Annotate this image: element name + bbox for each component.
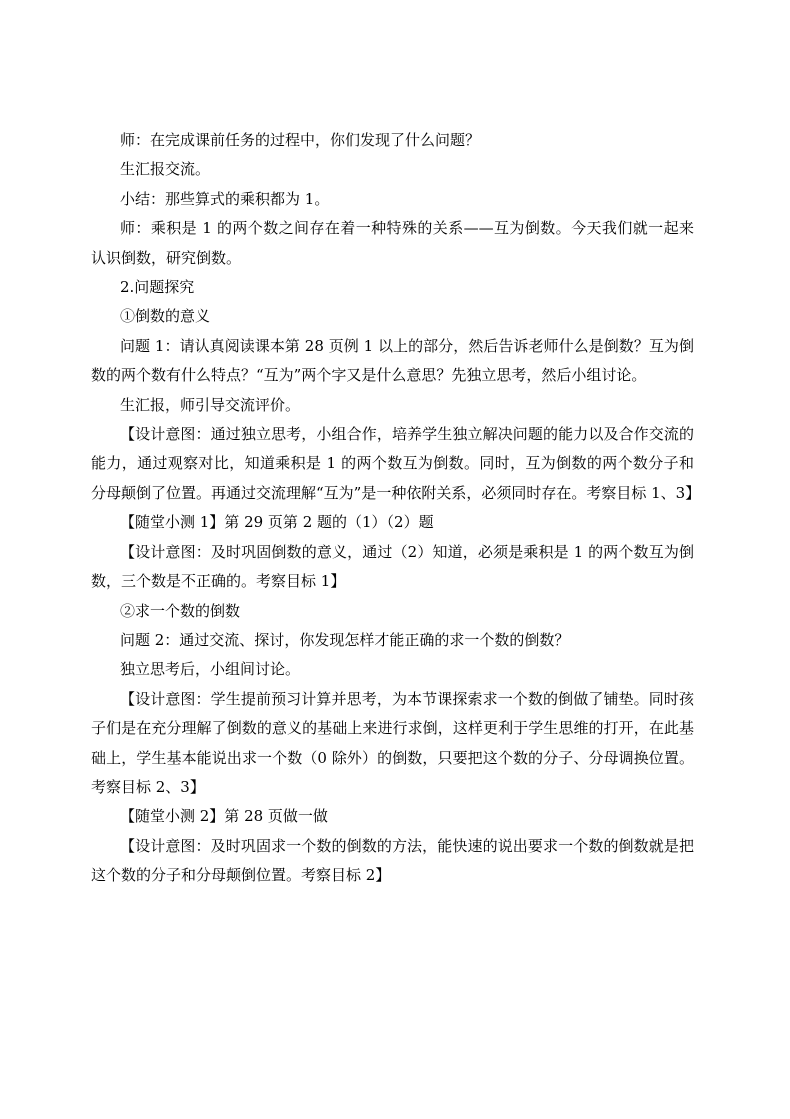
paragraph-quiz-1: 【随堂小测 1】第 29 页第 2 题的（1）（2）题 xyxy=(120,513,434,532)
subsection-heading-find-reciprocal: ②求一个数的倒数 xyxy=(120,601,241,620)
paragraph-group-discussion: 独立思考后，小组间讨论。 xyxy=(120,660,301,679)
paragraph-question-2: 问题 2：通过交流、探讨，你发现怎样才能正确的求一个数的倒数？ xyxy=(120,630,570,649)
paragraph-question-1: 问题 1：请认真阅读课本第 28 页例 1 以上的部分，然后告诉老师什么是倒数？互为倒数的两个数有什么特点？“互为”两个字又是什么意思？先独立思考，然后小组讨论。 xyxy=(91,336,694,385)
paragraph-student-report-2: 生汇报，师引导交流评价。 xyxy=(120,395,301,414)
paragraph-teacher-intro: 师：乘积是 1 的两个数之间存在着一种特殊的关系——互为倒数。今天我们就一起来认识倒数，研究倒数。 xyxy=(91,219,694,267)
section-heading-problem-inquiry: 2.问题探究 xyxy=(120,278,195,297)
paragraph-teacher-question: 师：在完成课前任务的过程中，你们发现了什么问题？ xyxy=(120,131,481,149)
paragraph-quiz-2: 【随堂小测 2】第 28 页做一做 xyxy=(120,807,328,826)
paragraph-design-intent-2: 【设计意图：及时巩固倒数的意义，通过（2）知道，必须是乘积是 1 的两个数互为倒数，三个数是不正确的。考察目标 1】 xyxy=(91,542,694,591)
subsection-heading-meaning: ①倒数的意义 xyxy=(120,307,211,326)
paragraph-design-intent-3: 【设计意图：学生提前预习计算并思考，为本节课探索求一个数的倒做了铺垫。同时孩子们是在充分理解了倒数的意义的基础上来进行求倒，这样更利于学生思维的打开，在此基础上，学生基本能说出求一个数（0 除外）的倒数，只要把这个数的分子、分母调换位置。考察目标 2、3】 xyxy=(91,689,694,796)
paragraph-summary: 小结：那些算式的乘积都为 1。 xyxy=(120,189,330,208)
document-body xyxy=(91,126,701,891)
paragraph-design-intent-4: 【设计意图：及时巩固求一个数的倒数的方法，能快速的说出要求一个数的倒数就是把这个数的分子和分母颠倒位置。考察目标 2】 xyxy=(91,836,694,885)
paragraph-student-report: 生汇报交流。 xyxy=(120,160,211,179)
paragraph-design-intent-1: 【设计意图：通过独立思考，小组合作，培养学生独立解决问题的能力以及合作交流的能力，通过观察对比，知道乘积是 1 的两个数互为倒数。同时，互为倒数的两个数分子和分母颠倒了位置。再通过交流理解“互为”是一种依附关系，必须同时存在。考察目标 1、3】 xyxy=(91,425,701,502)
